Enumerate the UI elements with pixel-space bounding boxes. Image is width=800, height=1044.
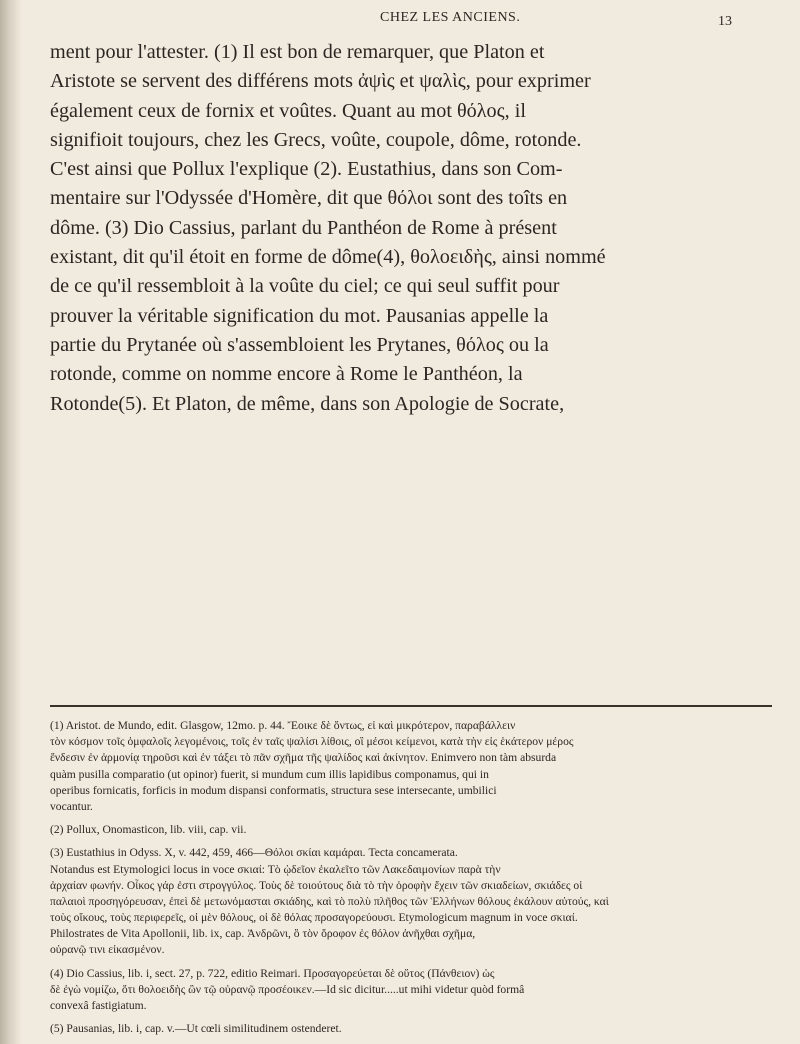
- page-gutter-shadow: [0, 0, 22, 1044]
- page-number: 13: [718, 14, 732, 29]
- body-line: ment pour l'attester. (1) Il est bon de remarquer, que Platon et: [50, 41, 545, 63]
- body-line: également ceux de fornix et voûtes. Quant au mot θόλος, il: [50, 99, 526, 122]
- footnote-line: (3) Eustathius in Odyss. X, v. 442, 459, 466—Θόλοι σκίαι καμάραι. Tecta concamerata.: [50, 846, 458, 860]
- footnote-line: Notandus est Etymologici locus in voce σκιαί: Τὸ ᾠδεῖον ἐκαλεῖτο τῶν Λακεδαιμονίων παρὰ τὴν: [50, 862, 501, 876]
- footnote-line: Philostrates de Vita Apollonii, lib. ix, cap. Ἀνδρῶνι, ὃ τὸν ὄροφον ἐς θόλον ἀνῆχθαι σχῆμα,: [50, 927, 476, 941]
- footnote-line: ἀρχαίαν φωνήν. Οἶκος γάρ ἐστι στρογγύλος. Τοὺς δὲ τοιούτους διὰ τὸ τὴν ὀροφὴν ἔχειν τῶν σκιαδείων, σκιάδες οἱ: [50, 878, 583, 892]
- body-line: existant, dit qu'il étoit en forme de dôme(4), θολοειδὴς, ainsi nommé: [50, 246, 606, 269]
- footnote-gap: [50, 959, 775, 966]
- footnote-line: δὲ ἐγὼ νομίζω, ὅτι θολοειδὴς ὢν τῷ οὐρανῷ προσέοικεν.—Id sic dicitur.....ut mihi videtur quòd formâ: [50, 982, 525, 996]
- body-line: signifioit toujours, chez les Grecs, voûte, coupole, dôme, rotonde.: [50, 128, 582, 151]
- body-line: de ce qu'il ressembloit à la voûte du ciel; ce qui seul suffit pour: [50, 275, 560, 298]
- footnote-separator: [50, 705, 772, 707]
- footnote-gap: [50, 1014, 775, 1021]
- body-line: prouver la véritable signification du mot. Pausanias appelle la: [50, 304, 549, 327]
- footnote-line: τοὺς οἴκους, τοὺς περιφερεῖς, οἱ μὲν θόλους, οἱ δὲ θόλας προσαγορεύουσι. Etymologicum magnum in voce σκιαί.: [50, 911, 578, 925]
- footnote-line: παλαιοὶ προσηγόρευσαν, ἐπεὶ δὲ μετωνόμασται σκιάδης, καὶ τὸ πολὺ πλῆθος τῶν Ἑλλήνων θόλους ἐκάλουν αὐτούς, καὶ: [50, 894, 609, 908]
- body-line: partie du Prytanée où s'assembloient les Prytanes, θόλος ou la: [50, 333, 549, 356]
- body-line: mentaire sur l'Odyssée d'Homère, dit que θόλοι sont des toîts en: [50, 187, 568, 210]
- running-head: CHEZ LES ANCIENS.: [380, 10, 521, 25]
- footnote-line: (4) Dio Cassius, lib. i, sect. 27, p. 722, editio Reimari. Προσαγορεύεται δὲ οὕτος (Πάνθειον) ὡς: [50, 966, 495, 980]
- footnote-line: (5) Pausanias, lib. i, cap. v.—Ut cœli similitudinem ostenderet.: [50, 1022, 342, 1036]
- footnote-line: operibus fornicatis, forficis in modum dispansi conformatis, structura sese intersecante, umbilici: [50, 783, 497, 797]
- footnote-line: quàm pusilla comparatio (ut opinor) fuerit, si mundum cum illis lapidibus componamus, qui in: [50, 767, 489, 781]
- footnote-line: ἔνδεσιν ἐν ἁρμονίᾳ τηροῦσι καὶ ἐν τάξει τὸ πᾶν σχῆμα τῆς ψαλίδος καὶ ἀκίνητον. Enimvero non tàm absurda: [50, 751, 557, 765]
- footnote-line: (2) Pollux, Onomasticon, lib. viii, cap. vii.: [50, 823, 247, 837]
- body-line: Aristote se servent des différens mots ἀψὶς et ψαλὶς, pour exprimer: [50, 70, 591, 93]
- body-line: rotonde, comme on nomme encore à Rome le Panthéon, la: [50, 363, 523, 386]
- footnotes: [50, 718, 775, 1037]
- footnote-gap: [50, 838, 775, 845]
- footnote-line: τὸν κόσμον τοῖς ὀμφαλοῖς λεγομένοις, τοῖς ἐν ταῖς ψαλίσι λίθοις, οἳ μέσοι κείμενοι, κατὰ τὴν εἰς ἑκάτερον μέρος: [50, 735, 574, 749]
- main-text: [50, 38, 775, 419]
- footnote-line: vocantur.: [50, 799, 93, 813]
- footnote-line: (1) Aristot. de Mundo, edit. Glasgow, 12mo. p. 44. Ἔοικε δὲ ὄντως, εἰ καὶ μικρότερον, παραβάλλειν: [50, 719, 516, 732]
- footnote-gap: [50, 815, 775, 822]
- body-line: C'est ainsi que Pollux l'explique (2). Eustathius, dans son Com-: [50, 158, 563, 181]
- footnote-line: convexâ fastigiatum.: [50, 999, 147, 1012]
- footnote-line: οὐρανῷ τινι εἰκασμένον.: [50, 943, 165, 957]
- body-line: dôme. (3) Dio Cassius, parlant du Panthéon de Rome à présent: [50, 216, 557, 239]
- body-line: Rotonde(5). Et Platon, de même, dans son Apologie de Socrate,: [50, 392, 565, 415]
